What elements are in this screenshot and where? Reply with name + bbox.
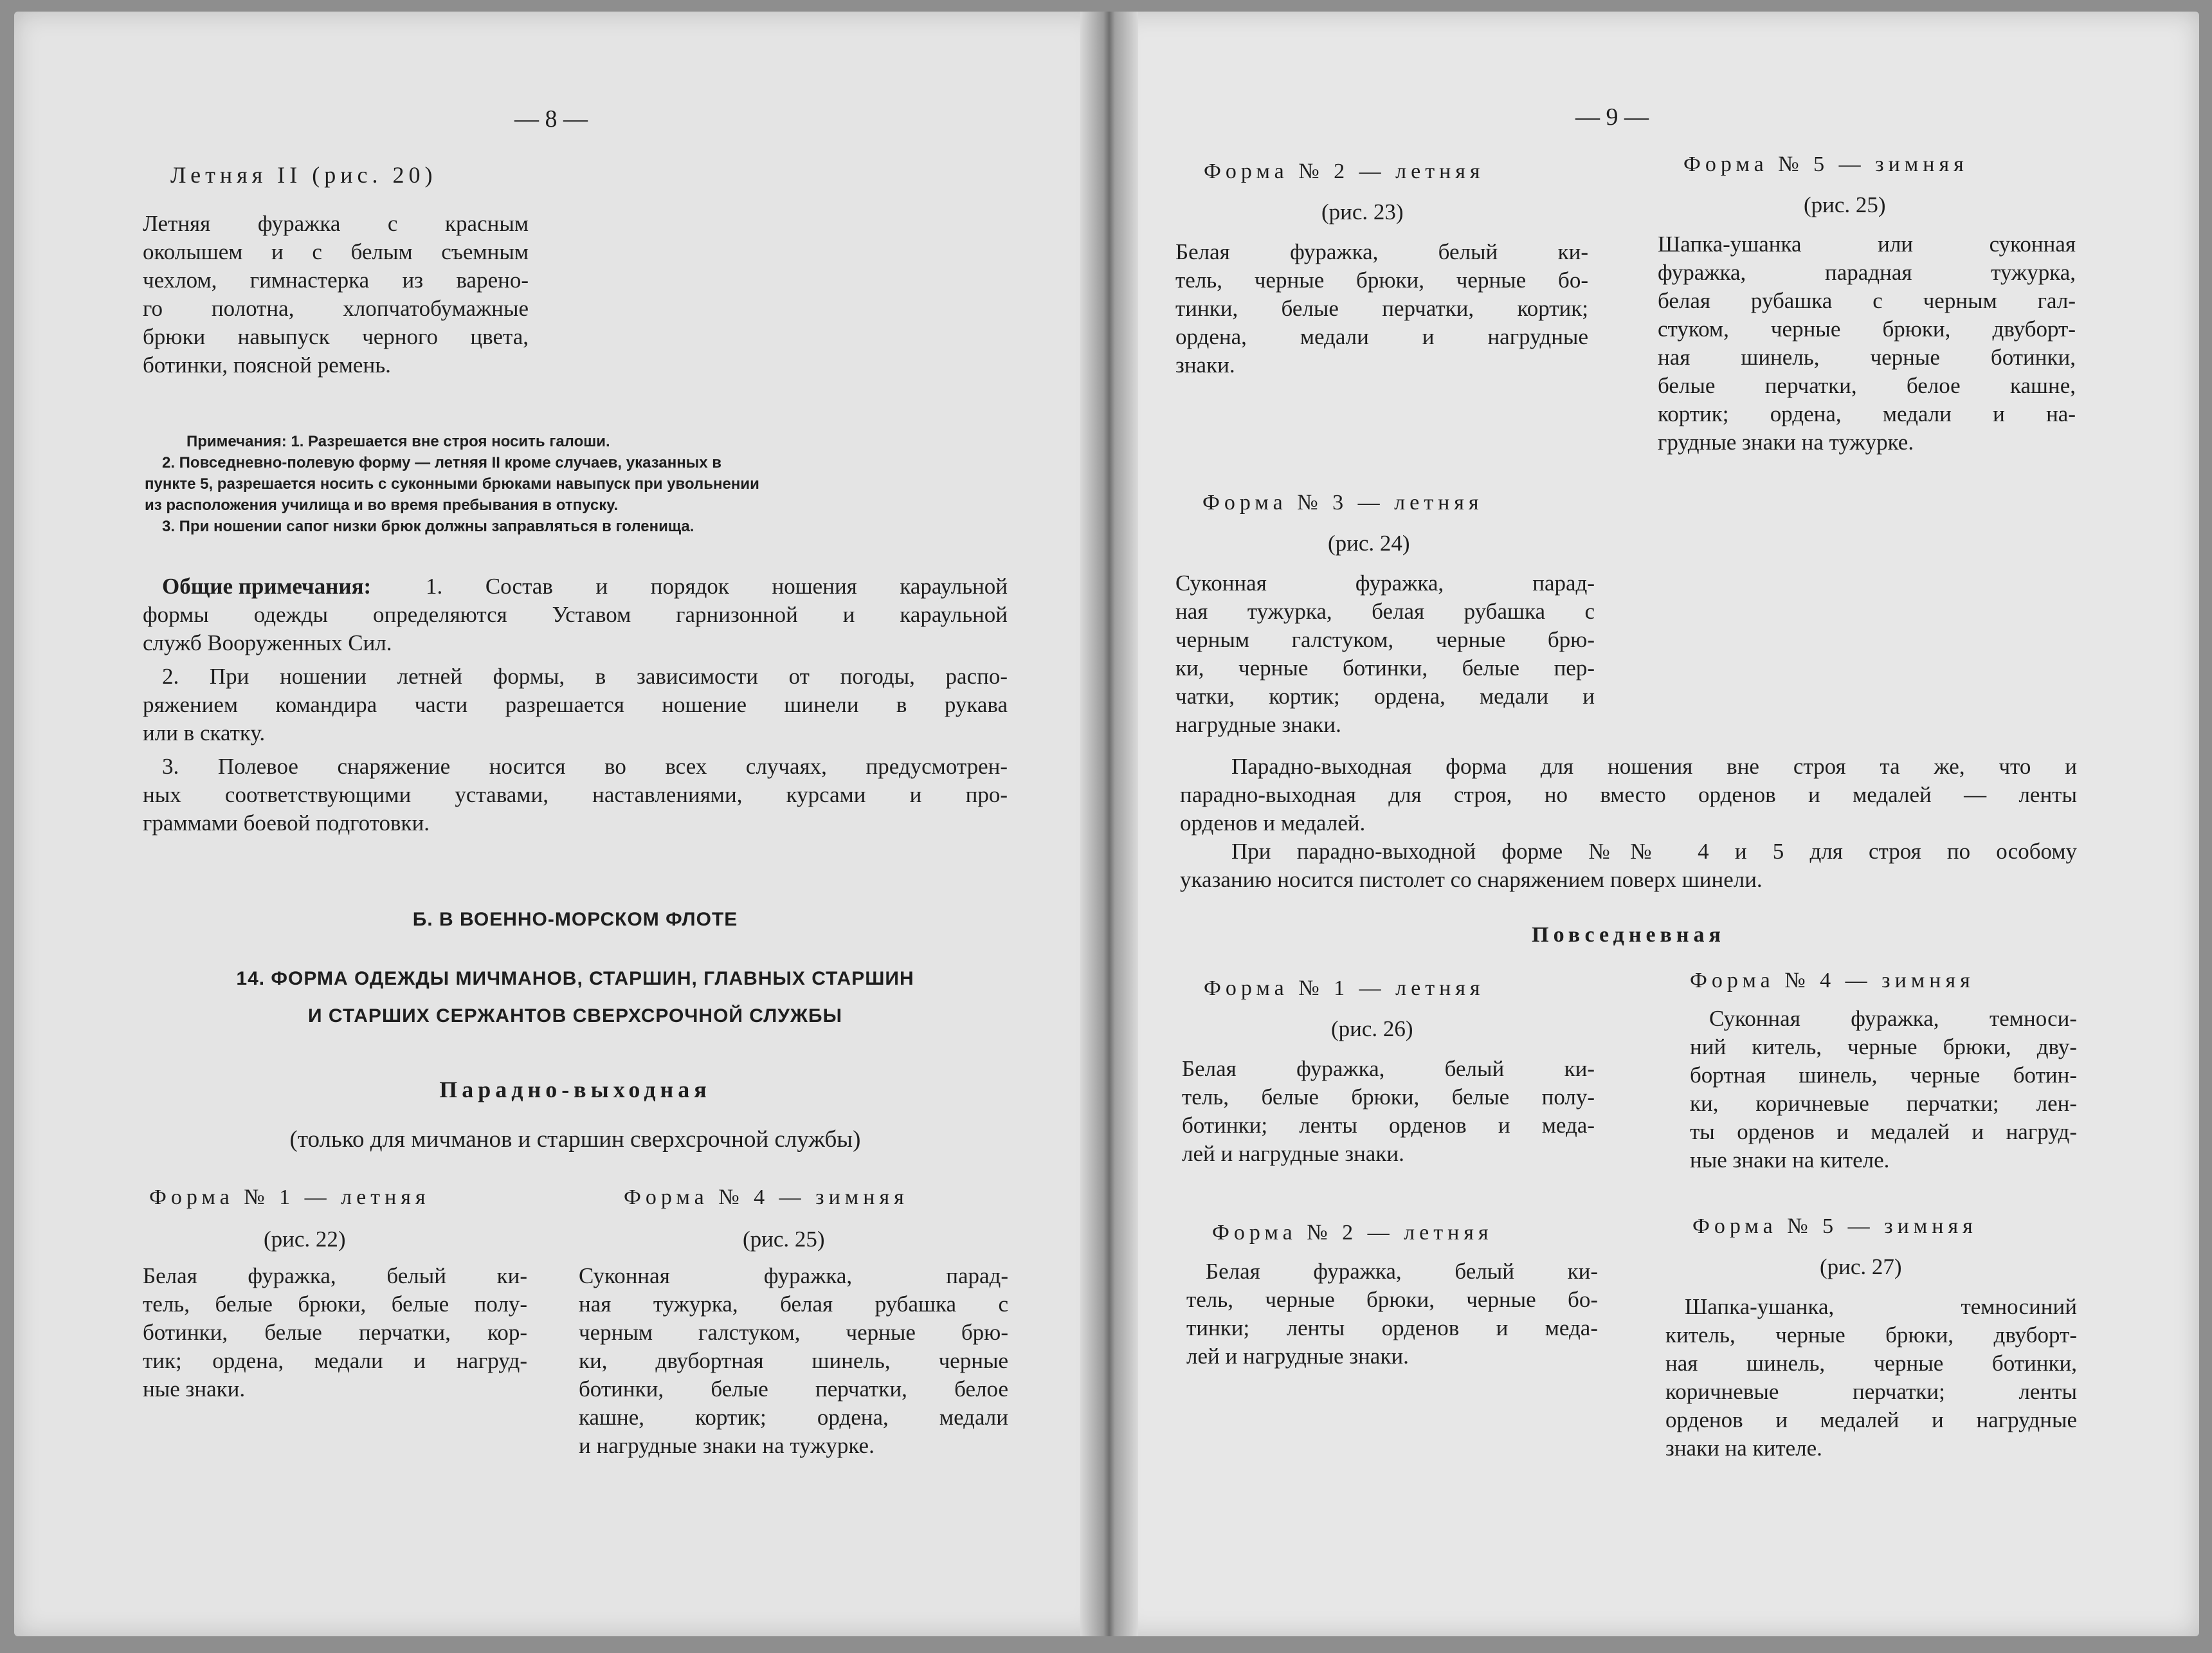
daily-form4-text: Суконная фуражка, темноси- ний китель, черные брюки, дву- бортная шинель, черные ботин- ки, коричневые перчатки; лен- ты орденов и медалей и нагруд- ные знаки на кителе. — [1690, 1006, 2077, 1173]
parade-heading: Парадно-выходная — [439, 1077, 711, 1102]
section-b-heading: Б. В ВОЕННО-МОРСКОМ ФЛОТЕ — [412, 909, 738, 930]
daily-heading: Повседневная — [1532, 923, 1725, 947]
form2-text: Белая фуражка, белый ки- тель, черные брюки, черные бо- тинки, белые перчатки, кортик; ордена, медали и нагрудные знаки. — [1175, 239, 1588, 378]
summer2-text: Летняя фуражка с красным околышем и с белым съемным чехлом, гимнастерка из варено- го полотна, хлопчатобумажные брюки навыпуск черного цвета, ботинки, поясной ремень. — [143, 211, 529, 378]
general-note-3: 3. Полевое снаряжение носится во всех случаях, предусмотрен- ных соответствующими уставами, наставлениями, курсами и про- граммами боевой подготовки. — [143, 754, 1008, 836]
note-1: Примечания: 1. Разрешается вне строя носить галоши. — [186, 433, 610, 450]
book-gutter — [1080, 12, 1138, 1636]
form3-title: Форма № 3 — летняя — [1202, 491, 1483, 515]
form1-title: Форма № 1 — летняя — [149, 1185, 430, 1209]
form4-title: Форма № 4 — зимняя — [624, 1185, 909, 1209]
form5-fig: (рис. 25) — [1804, 192, 1886, 217]
note-2-cont: пункте 5, разрешается носить с суконными брюками навыпуск при увольнении — [145, 475, 759, 493]
summer2-heading: Летняя II (рис. 20) — [170, 162, 437, 188]
daily-form1-title: Форма № 1 — летняя — [1204, 976, 1485, 1000]
general-notes-label: Общие примечания: — [162, 574, 372, 599]
daily-form2-title: Форма № 2 — летняя — [1212, 1221, 1493, 1245]
form1-fig: (рис. 22) — [264, 1227, 346, 1252]
daily-form5-fig: (рис. 27) — [1820, 1254, 1902, 1279]
parade-subheading: (только для мичманов и старшин сверхсрочной службы) — [289, 1126, 861, 1153]
form2-title: Форма № 2 — летняя — [1204, 160, 1485, 183]
form5-title: Форма № 5 — зимняя — [1683, 152, 1968, 176]
note-3: 3. При ношении сапог низки брюк должны заправляться в голенища. — [162, 518, 694, 535]
page-number-left: — 8 — — [514, 105, 588, 132]
note-2: 2. Повседневно-полевую форму — летняя II кроме случаев, указанных в — [162, 454, 721, 471]
form4-fig: (рис. 25) — [743, 1227, 825, 1252]
general-note-1: 1. Состав и порядок ношения караульной формы одежды определяются Уставом гарнизонной и караульной служб Вооруженных Сил. — [143, 574, 1008, 655]
section-14-heading-line2: И СТАРШИХ СЕРЖАНТОВ СВЕРХСРОЧНОЙ СЛУЖБЫ — [308, 1005, 842, 1027]
form3-fig: (рис. 24) — [1328, 531, 1410, 556]
daily-form1-text: Белая фуражка, белый ки- тель, белые брюки, белые полу- ботинки; ленты орденов и меда- лей и нагрудные знаки. — [1182, 1056, 1595, 1166]
daily-form5-text: Шапка-ушанка, темносиний китель, черные брюки, двуборт- ная шинель, черные ботинки, коричневые перчатки; ленты орденов и медалей и нагрудные знаки на кителе. — [1665, 1294, 2077, 1461]
daily-form2-text: Белая фуражка, белый ки- тель, черные брюки, черные бо- тинки; ленты орденов и медa- лей и нагрудные знаки. — [1186, 1259, 1598, 1369]
form1-text: Белая фуражка, белый ки- тель, белые брюки, белые полу- ботинки, белые перчатки, кор- тик; ордена, медали и нагруд- ные знаки. — [143, 1263, 527, 1402]
general-note-2: 2. При ношении летней формы, в зависимости от погоды, распо- ряжением командира части разрешается ношение шинели в рукава или в скатку. — [143, 664, 1008, 745]
form2-fig: (рис. 23) — [1321, 199, 1404, 224]
daily-form5-title: Форма № 5 — зимняя — [1692, 1214, 1977, 1238]
form5-text: Шапка-ушанка или суконная фуражка, парадная тужурка, белая рубашка с черным гал- стуком, черные брюки, двуборт- ная шинель, черные ботинки, белые перчатки, белое кашне, кортик; ордена, медали и на- грудные знаки на тужурке. — [1658, 232, 2076, 455]
form4-text: Суконная фуражка, парад- ная тужурка, белая рубашка с черным галстуком, черные брю- ки, двубортная шинель, черные ботинки, белые перчатки, белое кашне, кортик; ордена, медали и нагрудные знаки на тужурке. — [579, 1263, 1008, 1458]
note-2-cont2: из расположения училища и во время пребывания в отпуску. — [145, 497, 619, 514]
parade-note-1: Парадно-выходная форма для ношения вне строя та же, что и парадно-выходная для строя, но вместо орденов и медалей — ленты орденов и медалей. — [1180, 754, 2077, 836]
parade-note-2: При парадно-выходной форме №№ 4 и 5 для строя по особому указанию носится пистолет со снаряжением поверх шинели. — [1180, 839, 2077, 892]
daily-form4-title: Форма № 4 — зимняя — [1690, 969, 1975, 992]
section-14-heading-line1: 14. ФОРМА ОДЕЖДЫ МИЧМАНОВ, СТАРШИН, ГЛАВНЫХ СТАРШИН — [236, 968, 914, 989]
page-number-right: — 9 — — [1575, 104, 1649, 131]
daily-form1-fig: (рис. 26) — [1331, 1016, 1413, 1041]
form3-text: Суконная фуражка, парад- ная тужурка, белая рубашка с черным галстуком, черные брю- ки, черные ботинки, белые пер- чатки, кортик; ордена, медали и нагрудные знаки. — [1175, 571, 1595, 737]
